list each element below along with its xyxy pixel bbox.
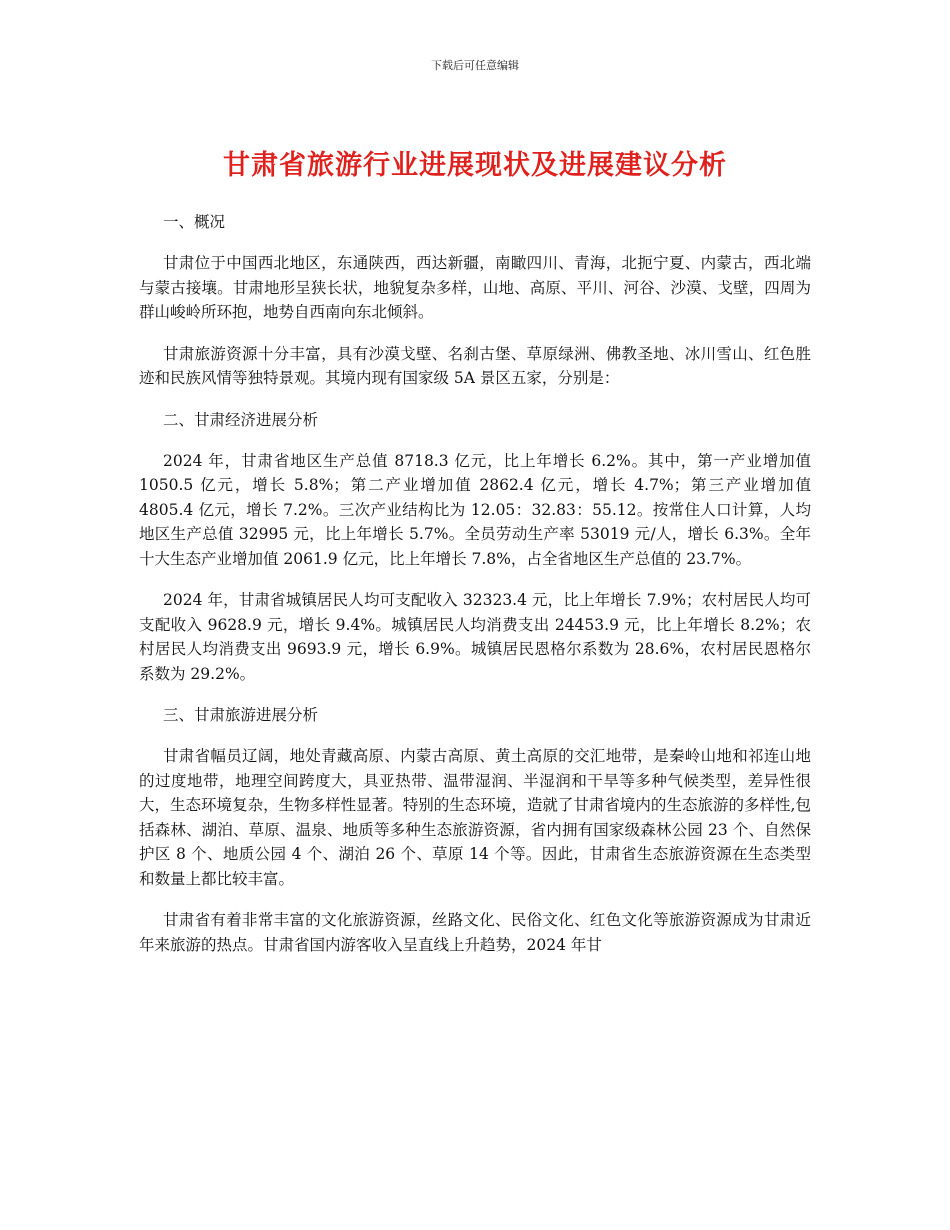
section-heading: 二、甘肃经济进展分析 (163, 410, 319, 429)
section-heading: 一、概况 (163, 213, 226, 231)
paragraph: 2024 年，甘肃省地区生产总值 8718.3 亿元，比上年增长 6.2%。其中，第一产业增加值 1050.5 亿元，增长 5.8%；第二产业增加值 2862.4 亿元，增长 4.7%；第三产业增加值 4805.4 亿元，增长 7.2%。三次产业结构比为 12.05：32.83：55.12。按常住人口计算，人均地区生产总值 32995 元，比上年增长 5.7%。全员劳动生产率 53019 元/人，增长 6.3%。全年十大生态产业增加值 2061.9 亿元，比上年增长 7.8%，占全省地区生产总值的 23.7%。 (139, 451, 811, 568)
document-title: 甘肃省旅游行业进展现状及进展建议分析 (223, 150, 727, 181)
paragraph: 2024 年，甘肃省城镇居民人均可支配收入 32323.4 元，比上年增长 7.9%；农村居民人均可支配收入 9628.9 元，增长 9.4%。城镇居民人均消费支出 24453.9 元，比上年增长 8.2%；农村居民人均消费支出 9693.9 元，增长 6.9%。城镇居民恩格尔系数为 28.6%，农村居民恩格尔系数为 29.2%。 (139, 591, 811, 683)
header-note: 下载后可任意编辑 (431, 59, 519, 72)
document-body (139, 210, 811, 974)
section-heading: 三、甘肃旅游进展分析 (163, 706, 319, 724)
paragraph: 甘肃旅游资源十分丰富，具有沙漠戈壁、名刹古堡、草原绿洲、佛教圣地、冰川雪山、红色胜迹和民族风情等独特景观。其境内现有国家级 5A 景区五家，分别是： (139, 344, 811, 387)
paragraph: 甘肃省有着非常丰富的文化旅游资源，丝路文化、民俗文化、红色文化等旅游资源成为甘肃近年来旅游的热点。甘肃省国内游客收入呈直线上升趋势，2024 年甘 (139, 911, 811, 954)
paragraph: 甘肃省幅员辽阔，地处青藏高原、内蒙古高原、黄土高原的交汇地带，是秦岭山地和祁连山地的过度地带，地理空间跨度大，具亚热带、温带湿润、半湿润和干旱等多种气候类型，差异性很大，生态环境复杂，生物多样性显著。特别的生态环境，造就了甘肃省境内的生态旅游的多样性,包括森林、湖泊、草原、温泉、地质等多种生态旅游资源，省内拥有国家级森林公园 23 个、自然保护区 8 个、地质公园 4 个、湖泊 26 个、草原 14 个等。因此，甘肃省生态旅游资源在生态类型和数量上都比较丰富。 (139, 747, 811, 888)
paragraph: 甘肃位于中国西北地区，东通陕西，西达新疆，南瞰四川、青海，北扼宁夏、内蒙古，西北端与蒙古接壤。甘肃地形呈狭长状，地貌复杂多样，山地、高原、平川、河谷、沙漠、戈壁，四周为群山峻岭所环抱，地势自西南向东北倾斜。 (139, 254, 811, 321)
